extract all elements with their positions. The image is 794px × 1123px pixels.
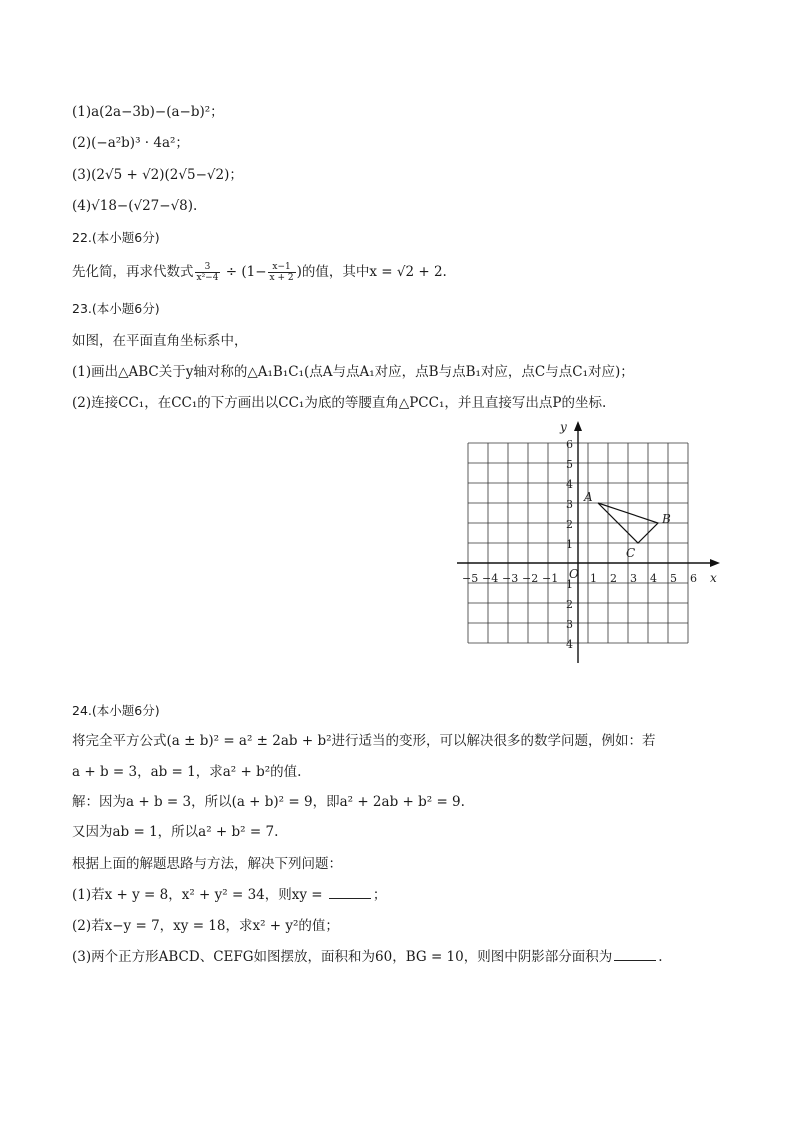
answer-blank[interactable] bbox=[614, 947, 656, 961]
y-tick-label: 4 bbox=[566, 478, 573, 491]
vertex-label-b: B bbox=[662, 512, 671, 526]
y-axis-arrow bbox=[574, 421, 582, 431]
x-axis-label: x bbox=[710, 571, 717, 585]
x-tick-label: −5 bbox=[462, 572, 479, 585]
problem22-text-mid: ÷ (1− bbox=[221, 264, 267, 280]
problem24-line5: 根据上面的解题思路与方法，解决下列问题： bbox=[72, 856, 342, 872]
problem24-line1: 将完全平方公式(a ± b)² = a² ± 2ab + b²进行适当的变形，可以解决很多的数学问题，例如：若 bbox=[72, 733, 656, 749]
problem22-text-after: )的值，其中x = √2 + 2. bbox=[296, 264, 447, 280]
fraction-denominator: x + 2 bbox=[269, 273, 294, 283]
problem21-item1: (1)a(2a−3b)−(a−b)²； bbox=[72, 104, 224, 120]
x-tick-label: 1 bbox=[590, 572, 597, 585]
problem24-item1-end: ； bbox=[372, 887, 387, 903]
problem21-item4: (4)√18−(√27−√8). bbox=[72, 198, 198, 214]
problem24-item1-text: (1)若x + y = 8，x² + y² = 34，则xy = bbox=[72, 887, 327, 903]
triangle-abc bbox=[583, 490, 671, 560]
problem23-item2: (2)连接CC₁，在CC₁的下方画出以CC₁为底的等腰直角△PCC₁，并且直接写出点P的坐标. bbox=[72, 395, 607, 411]
x-tick-label: 6 bbox=[690, 572, 697, 585]
problem24-item3-text: (3)两个正方形ABCD、CEFG如图摆放，面积和为60，BG = 10，则图中阴影部分面积为 bbox=[72, 949, 613, 965]
x-tick-label: −2 bbox=[522, 572, 539, 585]
problem24-line3: 解：因为a + b = 3，所以(a + b)² = 9，即a² + 2ab + b² = 9. bbox=[72, 794, 465, 810]
tick-labels bbox=[462, 420, 717, 651]
y-tick-label: 6 bbox=[566, 438, 573, 451]
axes bbox=[457, 421, 720, 663]
problem23-heading: 23.(本小题6分) bbox=[72, 301, 160, 316]
fraction-denominator: x²−4 bbox=[196, 273, 219, 283]
fraction-numerator: 3 bbox=[195, 262, 221, 273]
problem22-fraction-1 bbox=[195, 262, 221, 283]
problem23-intro: 如图，在平面直角坐标系中， bbox=[72, 333, 248, 349]
problem21-item3: (3)(2√5 + √2)(2√5−√2)； bbox=[72, 167, 243, 183]
problem21-item2: (2)(−a²b)³ · 4a²； bbox=[72, 135, 189, 151]
y-tick-label: 5 bbox=[566, 458, 573, 471]
problem24-line2: a + b = 3，ab = 1，求a² + b²的值. bbox=[72, 764, 302, 780]
x-tick-label: 4 bbox=[650, 572, 657, 585]
x-tick-label: 5 bbox=[670, 572, 677, 585]
y-tick-label: 3 bbox=[566, 618, 573, 631]
coordinate-grid-figure bbox=[455, 418, 730, 668]
problem24-item3-end: . bbox=[658, 949, 663, 965]
fraction-numerator: x−1 bbox=[268, 262, 296, 273]
y-tick-label: 4 bbox=[566, 638, 573, 651]
problem24-heading: 24.(本小题6分) bbox=[72, 703, 160, 718]
problem22-statement bbox=[72, 262, 447, 283]
problem23-item1: (1)画出△ABC关于y轴对称的△A₁B₁C₁(点A与点A₁对应，点B与点B₁对应，点C与点C₁对应)； bbox=[72, 364, 634, 380]
problem24-line4: 又因为ab = 1，所以a² + b² = 7. bbox=[72, 824, 279, 840]
x-tick-label: 2 bbox=[610, 572, 617, 585]
y-tick-label: 3 bbox=[566, 498, 573, 511]
x-tick-label: −3 bbox=[502, 572, 519, 585]
x-tick-label: 3 bbox=[630, 572, 637, 585]
problem22-fraction-2 bbox=[268, 262, 296, 283]
problem24-item2: (2)若x−y = 7，xy = 18，求x² + y²的值； bbox=[72, 918, 339, 934]
problem22-text-before: 先化简，再求代数式 bbox=[72, 264, 194, 280]
answer-blank[interactable] bbox=[329, 885, 371, 899]
y-tick-label: 2 bbox=[566, 598, 573, 611]
y-tick-label: 1 bbox=[566, 538, 573, 551]
y-axis-label: y bbox=[560, 420, 567, 434]
vertex-label-a: A bbox=[584, 490, 593, 504]
x-axis-arrow bbox=[710, 559, 720, 567]
x-tick-label: −1 bbox=[542, 572, 559, 585]
problem22-heading: 22.(本小题6分) bbox=[72, 230, 160, 245]
origin-label: O bbox=[569, 567, 579, 581]
vertex-label-c: C bbox=[626, 546, 636, 560]
y-tick-label: 1 bbox=[566, 578, 573, 591]
y-tick-label: 2 bbox=[566, 518, 573, 531]
problem24-item3 bbox=[72, 947, 663, 967]
problem24-item1 bbox=[72, 885, 386, 905]
x-tick-label: −4 bbox=[482, 572, 499, 585]
